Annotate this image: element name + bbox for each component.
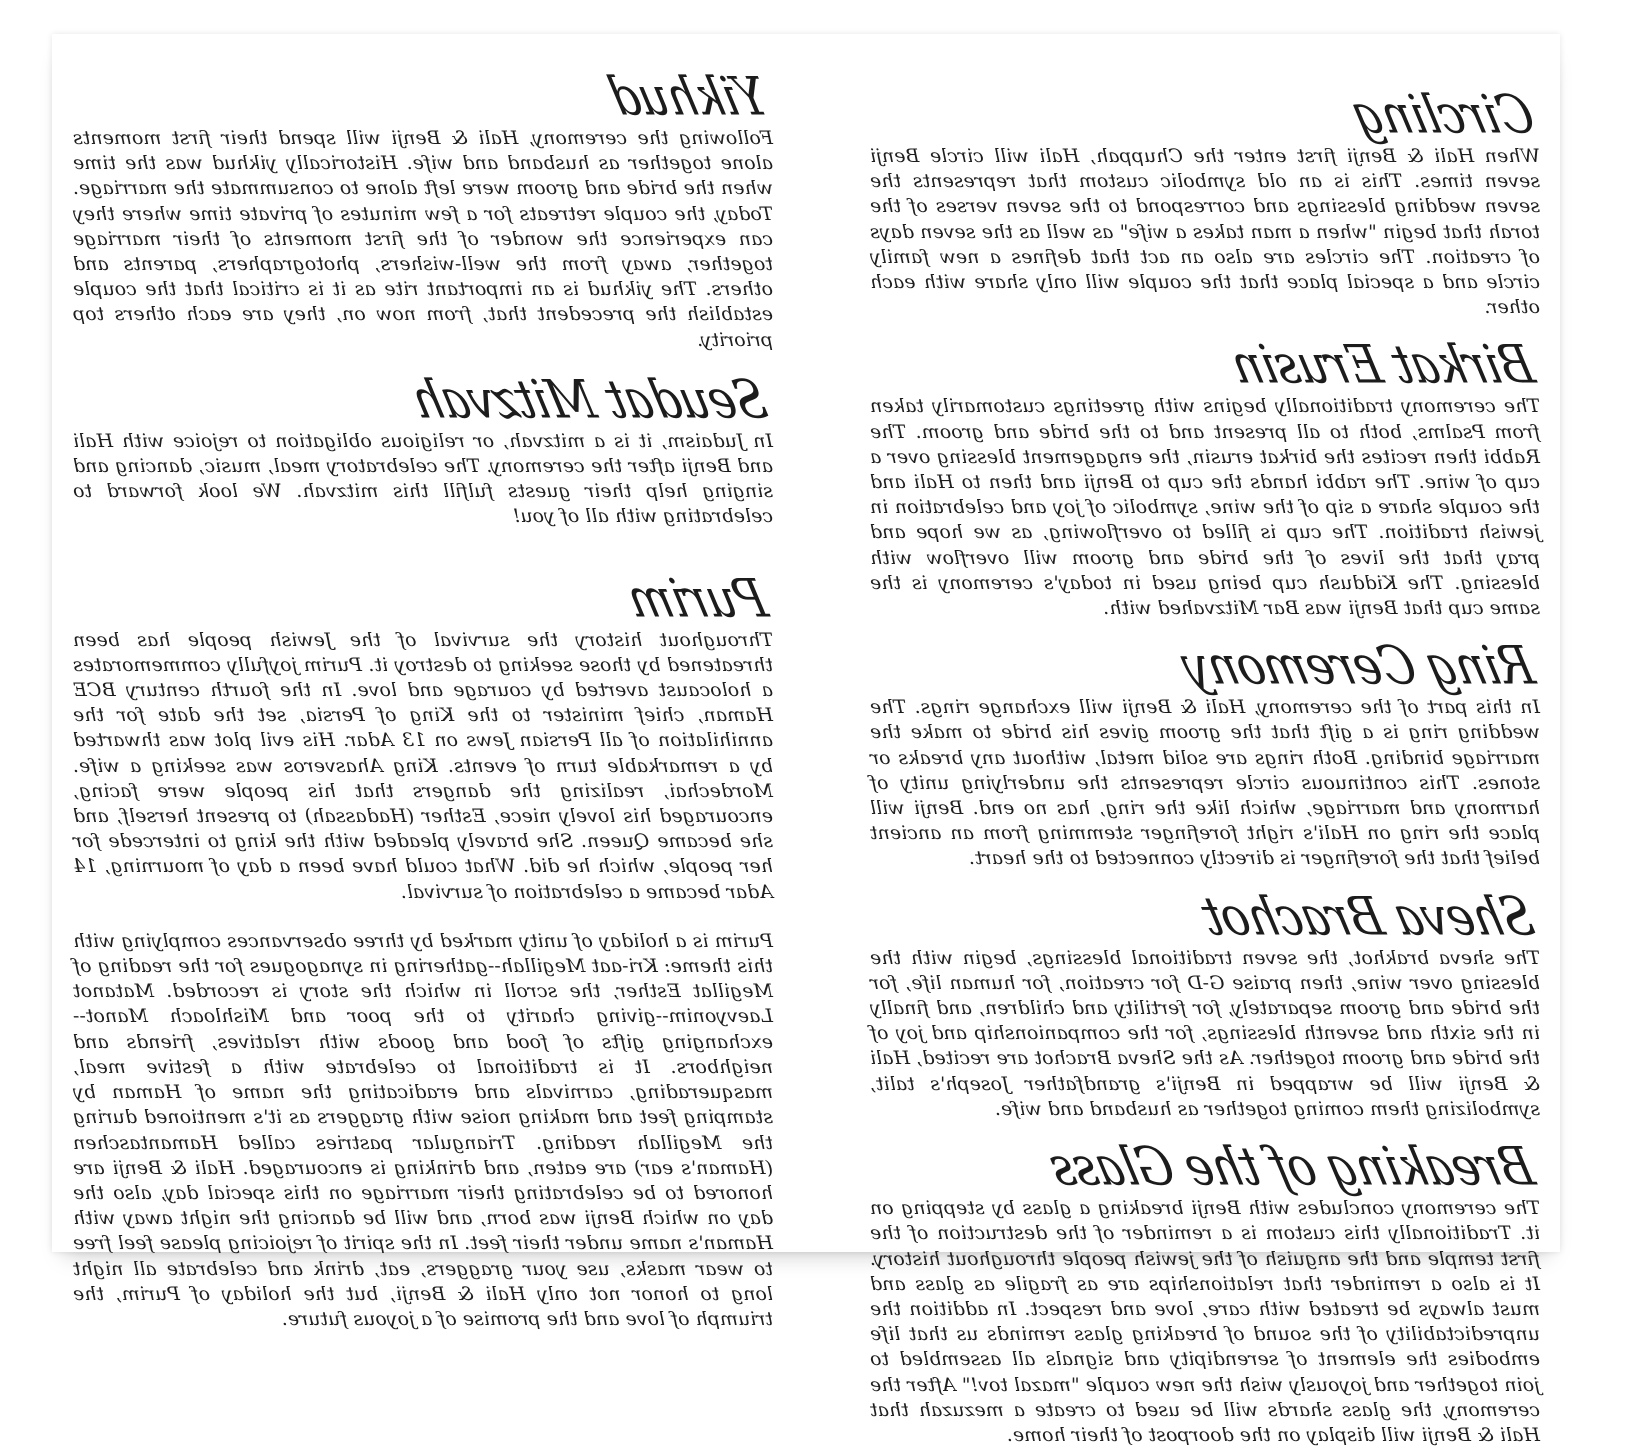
section-title: Seudat Mitzvah	[405, 367, 774, 430]
program-sheet	[52, 34, 1560, 1446]
section-sheva-brachot	[870, 884, 1541, 1122]
section-breaking-of-the-glass	[870, 1135, 1541, 1448]
section-title: Breaking of the Glass	[1043, 1135, 1541, 1198]
section-title: Circling	[1346, 83, 1541, 146]
section-title: Birkat Erusin	[1225, 333, 1541, 396]
section-text: The ceremony traditionally begins with greetings customarily taken from Psalms, both to all present and to the bride and groom. The Rabbi then recites the birkat erusin, the engagement blessing over a cup of wine. The rabbi hands the cup to Benji and then to Hali and the couple share a sip of the wine, symbolic of joy and celebration in jewish tradition. The cup is filled to overflowing, as we hope and pray that the lives of the bride and groom will overflow with blessing. The Kiddush cup being used in today's ceremony is the same cup that Benji was Bar Mitzvahed with.	[870, 395, 1540, 620]
section-birkat-erusin	[870, 333, 1541, 621]
section-title: Yikhud	[602, 65, 774, 128]
column-ceremony	[870, 83, 1541, 1448]
section-text-continued: Purim is a holiday of unity marked by three observances complying with this theme: Kri-aat Megillah--gathering in synagogues for the reading of Megillat Esther, the scroll in which the story is recorded. Matanot Laevyonim--giving charity to the poor and Mishloach Manot--exchanging gifts of food and goods with relatives, friends and neighbors. It is traditional to celebrate with a festive meal, masquerading, carnivals and eradicating the name of Haman by stamping feet and making noise with graggers as it's mentioned during the Megillah reading. Triangular pastries called Hamantaschen (Haman's ear) are eaten, and drinking is encouraged. Hali & Benji are honored to be celebrating their marriage on this special day, also the day on which Benji was born, and will be dancing the night away with Haman's name under their feet. In the spirit of rejoicing please feel free to wear masks, use your graggers, eat, drink and celebrate all night long to honor not only Hali & Benji, but the holiday of Purim, the triumph of love and the promise of a joyous future.	[73, 929, 773, 1330]
section-text: The sheva brakhot, the seven traditional blessings, begin with the blessing over wine, then praise G-D for creation, for human life, for the bride and groom separately, for fertility and children, and finally in the sixth and seventh blessings, for the companionship and joy of the bride and groom together. As the Sheva Brachot are recited, Hali & Benji will be wrapped in Benji's grandfather Joseph's talit, symbolizing them coming together as husband and wife.	[870, 946, 1540, 1120]
section-title: Sheva Brachot	[1196, 884, 1541, 947]
section-text: In this part of the ceremony, Hali & Benji will exchange rings. The wedding ring is a gift that the groom gives his bride to make the marriage binding. Both rings are solid metal, without any breaks or stones. This continuous circle represents the underlying unity of harmony and marriage, which like the ring, has no end. Benji will place the ring on Hali's right forefinger stemming from an ancient belief that the forefinger is directly connected to the heart.	[870, 696, 1540, 870]
section-text: When Hali & Benji first enter the Chuppah, Hali will circle Benji seven times. This is an old symbolic custom that represents the seven wedding blessings and correspond to the seven verses of the torah that begin "when a man takes a wife" as well as the seven days of creation. The circles are also an act that defines a new family circle and a special place that the couple will only share with each other.	[870, 145, 1540, 319]
section-title: Purim	[621, 566, 774, 629]
section-text: Following the ceremony, Hali & Benji will spend their first moments alone together as husband and wife. Historically yikhud was the time when the bride and groom were left alone to consummate the marriage. Today, the couple retreats for a few minutes of private time where they can experience the wonder of the first moments of their marriage together, away from the well-wishers, photographers, parents and others. The yikhud is an important rite as it is critical that the couple establish the precedent that, from now on, they are each others top priority.	[73, 127, 773, 351]
section-title: Ring Ceremony	[1176, 634, 1541, 697]
section-text: In Judaism, it is a mitzvah, or religious obligation to rejoice with Hali and Benji after the ceremony. The celebratory meal, music, dancing and singing help their guests fulfill this mitzvah. We look forward to celebrating with all of you!	[73, 429, 773, 528]
section-text: The ceremony concludes with Benji breaking a glass by stepping on it. Traditionally this custom is a reminder of the destruction of the first temple and the anguish of the jewish people throughout history. It is also a reminder that relationships are as fragile as glass and must always be treated with care, love and respect. In addition the unpredictability of the sound of breaking glass reminds us that life embodies the element of serendipity and signals all assembled to join together and joyously wish the new couple "mazal tov!" After the ceremony, the glass shards will be used to create a mezuzah that Hali & Benji will display on the doorpost of their home.	[870, 1197, 1540, 1446]
column-celebration	[73, 65, 774, 1332]
section-yikhud	[73, 65, 774, 353]
section-purim	[73, 566, 774, 1332]
section-circling	[870, 83, 1541, 320]
section-text: Throughout history the survival of the Jewish people has been threatened by those seeking to destroy it. Purim joyfully commemorates a holocaust averted by courage and love. In the fourth century BCE Haman, chief minister to the King of Persia, set the date for the annihilation of all Persian Jews on 13 Adar. His evil plot was thwarted by a remarkable turn of events. King Ahasveros was seeking a wife. Mordechai, realizing the dangers that his people were facing, encouraged his lovely niece, Esther (Hadassah) to present herself, and she became Queen. She bravely pleaded with the king to intercede for her people, which he did. What could have been a day of mourning, 14 Adar became a celebration of survival.	[73, 628, 773, 903]
mirrored-print	[52, 34, 1560, 1446]
section-ring-ceremony	[870, 634, 1541, 871]
section-seudat-mitzvah	[73, 367, 774, 530]
